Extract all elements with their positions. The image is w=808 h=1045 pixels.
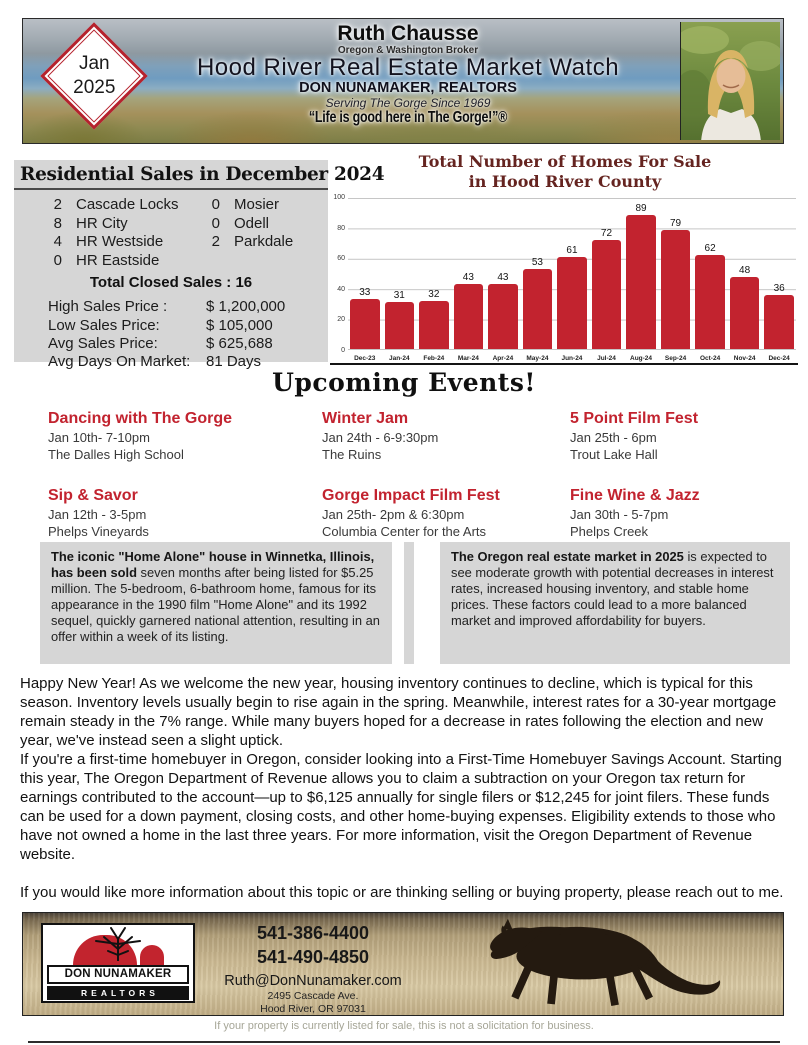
total-closed-sales: Total Closed Sales : 16 — [89, 274, 253, 292]
logo-company-name: DON NUNAMAKER — [47, 965, 189, 984]
area-name: Odell — [234, 214, 270, 232]
city-state-zip: Hood River, OR 97031 — [260, 1002, 366, 1015]
chart-bar-slot — [730, 198, 760, 362]
newsletter-body — [20, 674, 792, 903]
event-place: Phelps Vineyards — [48, 523, 149, 539]
event-time: Jan 10th- 7-10pm — [48, 430, 150, 445]
area-name: Parkdale — [234, 233, 294, 251]
chart-y-tick-label: 0 — [341, 346, 345, 354]
company-name: DON NUNAMAKER, REALTORS — [299, 80, 517, 96]
chart-bar-slot — [419, 198, 449, 362]
sales-areas-col2 — [208, 196, 328, 270]
newsletter-title: Hood River Real Estate Market Watch — [196, 54, 620, 81]
event-place: Columbia Center for the Arts — [322, 523, 487, 539]
event-time: Jan 25th - 6pm — [570, 430, 657, 445]
chart-bar-slot — [661, 198, 691, 362]
stat-label: Avg Sales Price: — [48, 334, 158, 352]
chart-y-tick-label: 100 — [333, 194, 345, 201]
chart-x-tick-label: Dec-24 — [768, 355, 790, 362]
event-place: Phelps Creek — [570, 523, 649, 539]
events-grid — [48, 410, 788, 541]
chart-bar — [695, 255, 725, 349]
chart-bar-slot — [764, 198, 794, 362]
event-time: Jan 25th- 2pm & 6:30pm — [322, 507, 465, 523]
event-place: Trout Lake Hall — [570, 446, 658, 462]
bottom-rule — [28, 1041, 780, 1043]
body-paragraph-3: If you would like more information about this topic or are thinking selling or buying property, please reach out to me. — [20, 884, 784, 902]
chart-bar-value-label: 31 — [393, 290, 405, 302]
chart-baseline-rule — [330, 363, 798, 365]
event-place: The Dalles High School — [48, 446, 184, 462]
area-count: 2 — [53, 196, 62, 213]
sales-stat-row — [48, 335, 328, 353]
masthead-text — [141, 22, 675, 127]
stat-value: $ 105,000 — [206, 316, 273, 334]
sales-area-row — [50, 252, 208, 271]
homes-for-sale-chart — [332, 152, 798, 366]
area-count: 0 — [53, 251, 62, 269]
news-box-home-alone — [40, 542, 392, 664]
chart-bars — [350, 198, 794, 362]
chart-x-tick-label: Jul-24 — [597, 355, 616, 362]
chart-bar-slot — [350, 198, 380, 362]
area-name: HR City — [76, 214, 128, 232]
chart-bar — [523, 269, 553, 349]
body-paragraph-1: Happy New Year! As we welcome the new year, housing inventory continues to decline, which is typical for this season. Inventory levels usually begin to rise again in the spring. Meanwhile, interest rates for a 30-year mortgage remain steady in the 7% range. While many buyers hoped for a decrease in rates following the election and new year, we've instead seen a slight uptick. — [20, 675, 777, 750]
stat-label: High Sales Price : — [48, 298, 168, 316]
chart-bar-value-label: 36 — [773, 282, 785, 294]
area-count: 0 — [211, 214, 220, 232]
chart-title-line2: in Hood River County — [468, 172, 662, 191]
event-name: Sip & Savor — [48, 487, 138, 505]
chart-bar-slot — [523, 198, 553, 362]
chart-x-tick-label: Feb-24 — [423, 355, 445, 362]
sales-stat-row — [48, 317, 328, 335]
event-item — [322, 410, 570, 463]
sales-area-row — [50, 196, 208, 215]
disclaimer-text: If your property is currently listed for sale, this is not a solicitation for business. — [214, 1020, 594, 1032]
news-box-body: seven months after being listed for $5.25 million. The 5-bedroom, 6-bathroom home, famous for its appearance in the 1990 film "Home Alone" and its 1992 sequel, quickly garnered national attention, resulting in an offer within a week of its listing. — [51, 565, 380, 644]
area-name: Mosier — [234, 196, 280, 213]
sales-stats — [14, 291, 328, 371]
chart-bar-value-label: 79 — [669, 217, 682, 229]
event-item — [322, 487, 570, 540]
chart-bar-slot — [557, 198, 587, 362]
sales-area-row — [50, 233, 208, 252]
area-count: 8 — [53, 214, 62, 232]
chart-bar-value-label: 33 — [359, 287, 371, 299]
chart-bar-value-label: 89 — [635, 202, 647, 214]
logo-arches — [47, 927, 189, 965]
contact-block — [193, 921, 433, 1016]
chart-bar-slot — [592, 198, 622, 362]
news-box-body: is expected to see moderate growth with potential decreases in interest rates, increased housing inventory, and stable home prices. These factors could lead to a more balanced market and improved affordability for buyers. — [451, 549, 774, 628]
chart-y-tick-label: 60 — [337, 255, 345, 263]
stat-value: 81 Days — [206, 353, 262, 371]
stat-value: $ 625,688 — [206, 334, 273, 352]
chart-x-tick-label: Nov-24 — [733, 355, 756, 362]
sales-stat-row — [48, 298, 328, 316]
chart-bar-value-label: 32 — [428, 288, 440, 300]
chart-bar — [626, 215, 656, 349]
street-address: 2495 Cascade Ave. — [267, 989, 359, 1002]
don-nunamaker-logo — [41, 923, 195, 1003]
badge-month: Jan — [78, 53, 110, 75]
chart-x-tick-label: May-24 — [526, 355, 549, 362]
stat-label: Avg Days On Market: — [48, 353, 191, 371]
event-time: Jan 24th - 6-9:30pm — [322, 430, 439, 445]
event-item — [48, 410, 322, 463]
area-name: HR Westside — [76, 233, 164, 251]
body-paragraph-2: If you're a first-time homebuyer in Oregon, consider looking into a First-Time Homebuyer Savings Account. Starting this year, The Oregon Department of Revenue allows you to claim a subtraction on your Oregon tax return for earnings contributed to the account—up to $6,125 annually for single filers or $12,245 for joint filers. These funds can be used for a down payment, closing costs, and other home-buying expenses. Eligibility extends to those who have not owned a home in the last three years. For more information, visit the Oregon Department of Revenue website. — [20, 751, 782, 864]
area-name: Cascade Locks — [76, 196, 179, 213]
area-count: 4 — [53, 233, 62, 251]
event-time: Jan 30th - 5-7pm — [570, 507, 669, 523]
chart-x-tick-label: Jun-24 — [561, 355, 583, 362]
chart-bar — [661, 230, 691, 349]
chart-x-tick-label: Aug-24 — [630, 355, 653, 362]
event-name: 5 Point Film Fest — [570, 410, 699, 427]
chart-bar — [557, 257, 587, 349]
events-section-title: Upcoming Events! — [272, 368, 536, 397]
chart-bar-value-label: 53 — [531, 256, 543, 268]
email-address[interactable]: Ruth@DonNunamaker.com — [224, 972, 402, 989]
chart-bar — [454, 284, 484, 349]
chart-bar — [385, 302, 415, 349]
event-name: Dancing with The Gorge — [48, 410, 233, 427]
chart-x-tick-label: Sep-24 — [664, 355, 687, 362]
news-box-lead: The iconic "Home Alone" house in Winnetka, Illinois, has been sold — [51, 549, 375, 580]
chart-bar — [419, 301, 449, 349]
horse-silhouette — [439, 917, 775, 1011]
masthead — [22, 18, 784, 144]
news-boxes-divider — [404, 542, 414, 664]
chart-bar-value-label: 62 — [704, 243, 716, 255]
event-time: Jan 12th - 3-5pm — [48, 507, 147, 523]
chart-bar-value-label: 43 — [497, 272, 509, 284]
chart-bar — [488, 284, 518, 349]
chart-y-tick-label: 80 — [337, 224, 345, 232]
chart-bar-value-label: 48 — [739, 264, 751, 276]
area-count: 2 — [211, 233, 220, 251]
chart-y-tick-label: 40 — [337, 285, 345, 293]
news-box-lead: The Oregon real estate market in 2025 — [451, 549, 684, 564]
chart-bar — [350, 299, 380, 349]
event-name: Gorge Impact Film Fest — [322, 487, 500, 505]
chart-bar-value-label: 61 — [566, 244, 578, 256]
event-item — [570, 487, 788, 540]
footer-banner — [22, 912, 784, 1016]
chart-x-tick-label: Apr-24 — [492, 355, 514, 362]
chart-x-tick-label: Jan-24 — [388, 355, 410, 362]
horse-photo — [439, 917, 775, 1011]
chart-title — [332, 152, 798, 192]
sales-area-row — [50, 215, 208, 234]
sales-area-row — [208, 196, 328, 215]
broker-title: Oregon & Washington Broker — [337, 45, 479, 56]
stat-value: $ 1,200,000 — [206, 298, 286, 316]
sales-area-row — [208, 233, 328, 252]
sales-panel-title: Residential Sales in December 2024 — [14, 160, 328, 190]
event-item — [48, 487, 322, 540]
agent-portrait-illustration — [681, 22, 780, 140]
chart-bar — [592, 240, 622, 349]
sales-areas-col1 — [50, 196, 208, 270]
agent-photo — [680, 22, 780, 140]
sales-area-row — [208, 215, 328, 234]
event-item — [570, 410, 788, 463]
news-box-oregon-market — [440, 542, 790, 664]
month-badge — [40, 22, 147, 129]
event-place: The Ruins — [322, 446, 382, 462]
stat-label: Low Sales Price: — [48, 316, 160, 334]
phone-number-2[interactable]: 541-490-4850 — [256, 947, 370, 968]
chart-bar-slot — [626, 198, 656, 362]
chart-bar-value-label: 43 — [462, 272, 474, 284]
event-name: Fine Wine & Jazz — [570, 487, 700, 505]
chart-x-tick-label: Oct-24 — [699, 355, 721, 362]
company-motto: “Life is good here in The Gorge!”® — [308, 109, 508, 126]
chart-bar — [730, 277, 760, 349]
chart-bar-slot — [385, 198, 415, 362]
chart-x-tick-label: Dec-23 — [354, 355, 376, 362]
chart-bar — [764, 295, 794, 349]
chart-bar-slot — [488, 198, 518, 362]
logo-tree-icon — [86, 925, 150, 961]
chart-y-axis — [332, 194, 345, 354]
chart-plot-area — [348, 198, 796, 362]
area-name: HR Eastside — [76, 251, 160, 269]
sales-areas — [14, 190, 328, 270]
chart-bar-slot — [454, 198, 484, 362]
chart-bar-value-label: 72 — [600, 228, 613, 240]
event-name: Winter Jam — [322, 410, 409, 427]
broker-name: Ruth Chausse — [337, 22, 479, 45]
badge-year: 2025 — [72, 77, 116, 98]
chart-y-tick-label: 20 — [337, 316, 345, 324]
logo-realtors-band: REALTORS — [47, 986, 189, 1000]
chart-title-line1: Total Number of Homes For Sale — [418, 152, 712, 171]
phone-number-1[interactable]: 541-386-4400 — [256, 923, 370, 943]
company-tagline: Serving The Gorge Since 1969 — [325, 96, 491, 110]
chart-bar-slot — [695, 198, 725, 362]
area-count: 0 — [211, 196, 220, 213]
chart-x-tick-label: Mar-24 — [457, 355, 479, 362]
